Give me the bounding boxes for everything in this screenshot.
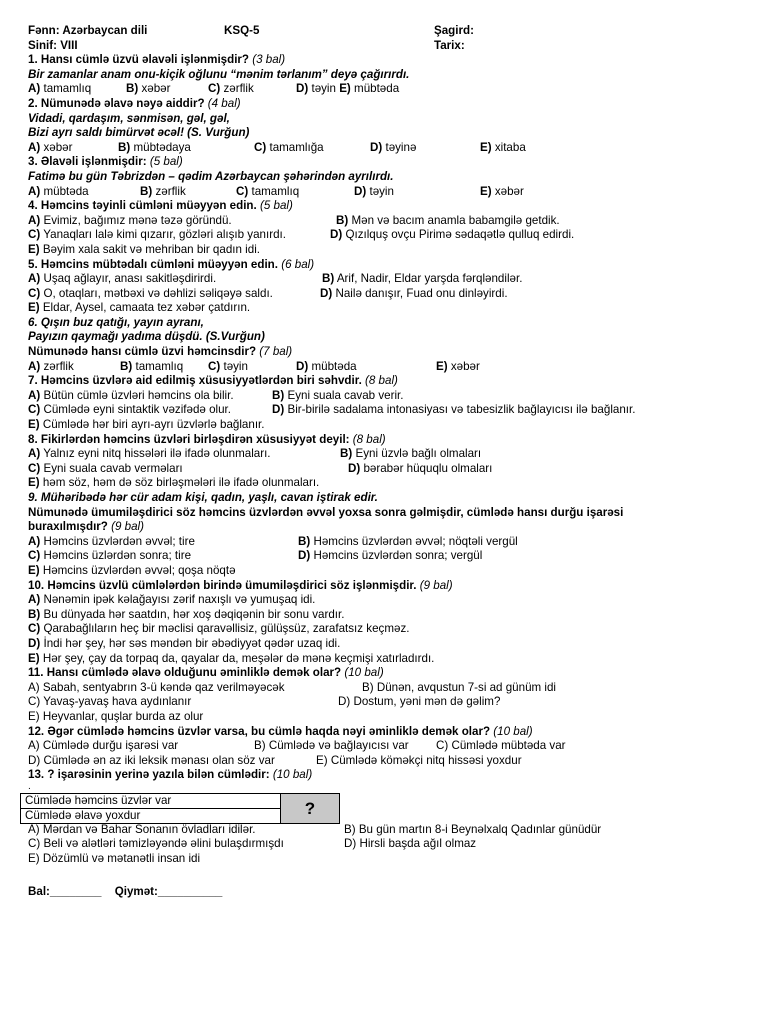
question-12: 12. Əgər cümlədə həmcins üzvlər varsa, bu cümlə haqda nəyi əminliklə demək olar? (10 bal) <box>28 724 533 738</box>
question-10-option-a: A) Nənəmin ipək kəlağayısı zərif naxışlı və yumuşaq idi. <box>28 593 316 607</box>
question-11-options-ab: A) Sabah, sentyabrın 3-ü kəndə qaz verilməyəcək B) Dünən, avqustun 7-si ad günüm idi <box>28 680 556 694</box>
question-7-option-e: E) Cümlədə hər biri ayrı-ayrı üzvlərlə bağlanır. <box>28 418 265 432</box>
question-2-text-2: Bizi ayrı saldı bimürvət əcəl! (S. Vurğun) <box>28 126 250 140</box>
question-5-options-ab: A) Uşaq ağlayır, anası sakitləşdirirdi. B) Arif, Nadir, Eldar yarşda fərqləndilər. <box>28 272 523 286</box>
question-4-options-cd: C) Yanaqları lalə kimi qızarır, gözləri alışıb yanırdı. D) Qızılquş ovçu Pirimə sədaqətlə qulluq edirdi. <box>28 228 575 242</box>
question-10-option-e: E) Hər şey, çay da torpaq da, qayalar da, meşələr də mənə keçmişi xatırladırdı. <box>28 651 435 665</box>
question-2: 2. Nümunədə əlavə nəyə aiddir? (4 bal) <box>28 96 241 110</box>
footer <box>28 885 748 900</box>
question-11-options-cd: C) Yavaş-yavaş hava aydınlanır D) Dostum, yəni mən də gəlim? <box>28 695 501 709</box>
question-3: 3. Əlavəli işlənmişdir: (5 bal) <box>28 155 183 169</box>
question-5: 5. Həmcins mübtədalı cümləni müəyyən edin. (6 bal) <box>28 257 315 271</box>
question-1: 1. Hansı cümlə üzvü əlavəli işlənmişdir? (3 bal) <box>28 53 286 67</box>
question-7: 7. Həmcins üzvlərə aid edilmiş xüsusiyyətlərdən biri səhvdir. (8 bal) <box>28 374 398 388</box>
question-6-text-2: Payızın qaymağı yadıma düşdü. (S.Vurğun) <box>28 330 265 344</box>
student-field: Şagird: <box>434 24 474 37</box>
header <box>28 24 748 39</box>
question-9-question-1: Nümunədə ümumiləşdirici söz həmcins üzvlərdən əvvəl yoxsa sonra gəlmişdir, cümlədə hansı durğu işarəsi <box>28 505 624 519</box>
question-1-text: Bir zamanlar anam onu-kiçik oğlunu “mənim tərlanım” deyə çağırırdı. <box>28 67 410 81</box>
date-field: Tarix: <box>434 38 465 52</box>
question-6: 6. Qışın buz qatığı, yayın ayranı, <box>28 315 204 329</box>
question-5-options-cd: C) O, otaqları, mətbəxi və dəhlizi səliqəyə saldı. D) Nailə danışır, Fuad onu dinləyirdi. <box>28 286 508 300</box>
test-code: KSQ-5 <box>224 24 260 37</box>
condition-table <box>25 793 748 823</box>
question-9-option-e: E) Həmcins üzvlərdən əvvəl; qoşa nöqtə <box>28 563 236 577</box>
question-3-text: Fatimə bu gün Təbrizdən – qədim Azərbaycan şəhərindən ayrılırdı. <box>28 169 394 183</box>
question-10-option-b: B) Bu dünyada hər saatdın, hər xoş dəqiqənin bir sonu vardır. <box>28 607 345 621</box>
question-13-options-ab: A) Mərdan və Bahar Sonanın övladları idilər. B) Bu gün martın 8-i Beynəlxalq Qadınlar günüdür <box>28 822 602 836</box>
question-mark-cell: ? <box>280 793 340 824</box>
question-6-question: Nümunədə hansı cümlə üzvi həmcinsdir? (7 bal) <box>28 345 293 359</box>
question-9: 9. Mühəribədə hər cür adam kişi, qadın, yaşlı, cavan iştirak edir. <box>28 491 378 504</box>
question-10: 10. Həmcins üzvlü cümlələrdən birində ümumiləşdirici söz işlənmişdir. (9 bal) <box>28 578 453 592</box>
question-8-option-e: E) həm söz, həm də söz birləşmələri ilə ifadə olunmaları. <box>28 476 320 490</box>
question-13-option-e: E) Dözümlü və mətanətli insan idi <box>28 852 201 866</box>
question-9-options-ab: A) Həmcins üzvlərdən əvvəl; tire B) Həmcins üzvlərdən əvvəl; nöqtəli vergül <box>28 534 518 548</box>
question-2-options: A) xəbər B) mübtədaya C) tamamlığa D) təyinə E) xitaba <box>28 140 526 154</box>
condition-row-2: Cümlədə əlavə yoxdur <box>20 808 285 824</box>
question-8-options-cd: C) Eyni suala cavab verməları D) bərabər hüquqlu olmaları <box>28 461 493 475</box>
question-10-option-c: C) Qarabağlıların heç bir məclisi qaravəllisiz, gülüşsüz, zarafatsız keçməz. <box>28 622 410 636</box>
subject: Fənn: Azərbaycan dili <box>28 24 148 37</box>
condition-row-1: Cümlədə həmcins üzvlər var <box>20 793 285 809</box>
question-4-option-e: E) Bəyim xala sakit və mehriban bir qadın idi. <box>28 242 260 256</box>
question-12-options-abc: A) Cümlədə durğu işarəsi var B) Cümlədə və bağlayıcısı var C) Cümlədə mübtəda var <box>28 739 566 753</box>
question-12-options-de: D) Cümlədə ən az iki leksik mənası olan söz var E) Cümlədə köməkçi nitq hissəsi yoxdur <box>28 753 522 767</box>
question-11: 11. Hansı cümlədə əlavə olduğunu əminliklə demək olar? (10 bal) <box>28 666 384 680</box>
question-3-options: A) mübtəda B) zərflik C) tamamlıq D) təyin E) xəbər <box>28 184 524 198</box>
question-6-options: A) zərflik B) tamamlıq C) təyin D) mübtəda E) xəbər <box>28 359 480 373</box>
question-8: 8. Fikirlərdən həmcins üzvləri birləşdirən xüsusiyyət deyil: (8 bal) <box>28 432 386 446</box>
question-13: 13. ? işarəsinin yerinə yazıla bilən cümlədir: (10 bal) <box>28 768 313 782</box>
class-label: Sinif: VIII <box>28 38 78 52</box>
question-9-question-2: buraxılmışdır? (9 bal) <box>28 520 144 534</box>
grade-field: Qiymət:__________ <box>114 884 223 898</box>
score-field: Bal:________ <box>28 884 102 898</box>
question-11-option-e: E) Heyvanlar, quşlar burda az olur <box>28 709 204 723</box>
question-7-options-cd: C) Cümlədə eyni sintaktik vəzifədə olur. D) Bir-birilə sadalama intonasiyası və tabesizlik bağlayıcısı ilə bağlanır. <box>28 403 636 417</box>
question-4: 4. Həmcins təyinli cümləni müəyyən edin. (5 bal) <box>28 199 293 213</box>
question-10-option-d: D) İndi hər şey, hər səs məndən bir əbədiyyət qədər uzaq idi. <box>28 636 341 650</box>
question-7-options-ab: A) Bütün cümlə üzvləri həmcins ola bilir. B) Eyni suala cavab verir. <box>28 388 404 402</box>
dot-mark: . <box>28 780 31 792</box>
question-13-options-cd: C) Beli və alətləri təmizləyəndə əlini bulaşdırmışdı D) Hirsli başda ağıl olmaz <box>28 837 477 851</box>
question-8-options-ab: A) Yalnız eyni nitq hissələri ilə ifadə olunmaları. B) Eyni üzvlə bağlı olmaları <box>28 447 482 461</box>
question-9-options-cd: C) Həmcins üzlərdən sonra; tire D) Həmcins üzvlərdən sonra; vergül <box>28 549 483 563</box>
question-1-options: A) tamamlıq B) xəbər C) zərflik D) təyin E) mübtəda <box>28 82 400 96</box>
header-row-2 <box>28 39 748 54</box>
question-2-text-1: Vidadi, qardaşım, sənmisən, gəl, gəl, <box>28 111 230 125</box>
question-5-option-e: E) Eldar, Aysel, camaata tez xəbər çatdırın. <box>28 301 251 315</box>
question-4-options-ab: A) Evimiz, bağımız mənə təzə göründü. B) Mən və bacım anamla babamgilə getdik. <box>28 213 560 227</box>
